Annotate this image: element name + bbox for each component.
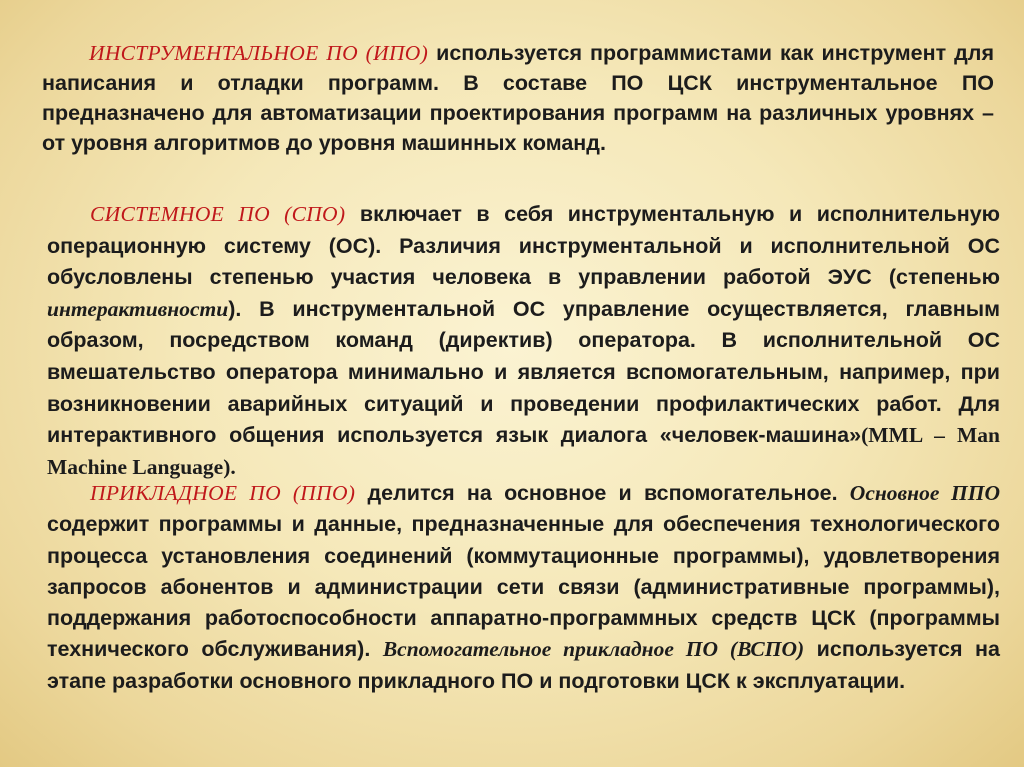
paragraph-text: ). В инструментальной ОС управление осуществляется, главным образом, посредством команд (директив) оператора. В исполнительной ОС вмешательство оператора минимально и является вспомогательным, например, при возникновении аварийных ситуаций и проведении профилактических работ. Для интерактивного общения используется язык диалога «человек-машина» xyxy=(47,296,1000,448)
mml-text: (MML – Man Machine Language). xyxy=(47,423,1000,479)
paragraph-text: используется программистами как инструмент для написания и отладки программ. В составе ПО ЦСК инструментальное ПО предназначено для автоматизации проектирования программ на различных уровнях – от уровня алгоритмов до уровня машинных команд. xyxy=(42,41,994,155)
paragraph-instrumental-software xyxy=(42,38,994,158)
emphasis-auxiliary-application-software: Вспомогательное прикладное ПО (ВСПО) xyxy=(382,637,805,662)
paragraph-text: используется на этапе разработки основного прикладного ПО и подготовки ЦСК к эксплуатации. xyxy=(47,637,1000,693)
paragraph-text: включает в себя инструментальную и исполнительную операционную систему (ОС). Различия инструментальной и исполнительной ОС обусловлены степенью участия человека в управлении работой ЭУС (степенью xyxy=(47,202,1001,290)
term-system-software: СИСТЕМНОЕ ПО (СПО) xyxy=(90,202,346,226)
term-application-software: ПРИКЛАДНОЕ ПО (ППО) xyxy=(90,481,356,505)
emphasis-main-application-software: Основное ППО xyxy=(849,481,1000,505)
paragraph-text: содержит программы и данные, предназначенные для обеспечения технологического процесса установления соединений (коммутационные программы), удовлетворения запросов абонентов и администрации сети связи (административные программы), поддержания работоспособности аппаратно-программных средств ЦСК (программы технического обслуживания). xyxy=(47,512,1000,662)
paragraph-text: делится на основное и вспомогательное. xyxy=(355,481,850,505)
emphasis-interactivity: интерактивности xyxy=(47,296,229,321)
term-instrumental-software: ИНСТРУМЕНТАЛЬНОЕ ПО (ИПО) xyxy=(89,41,429,65)
paragraph-application-software xyxy=(47,478,1000,697)
paragraph-system-software xyxy=(47,199,1000,483)
